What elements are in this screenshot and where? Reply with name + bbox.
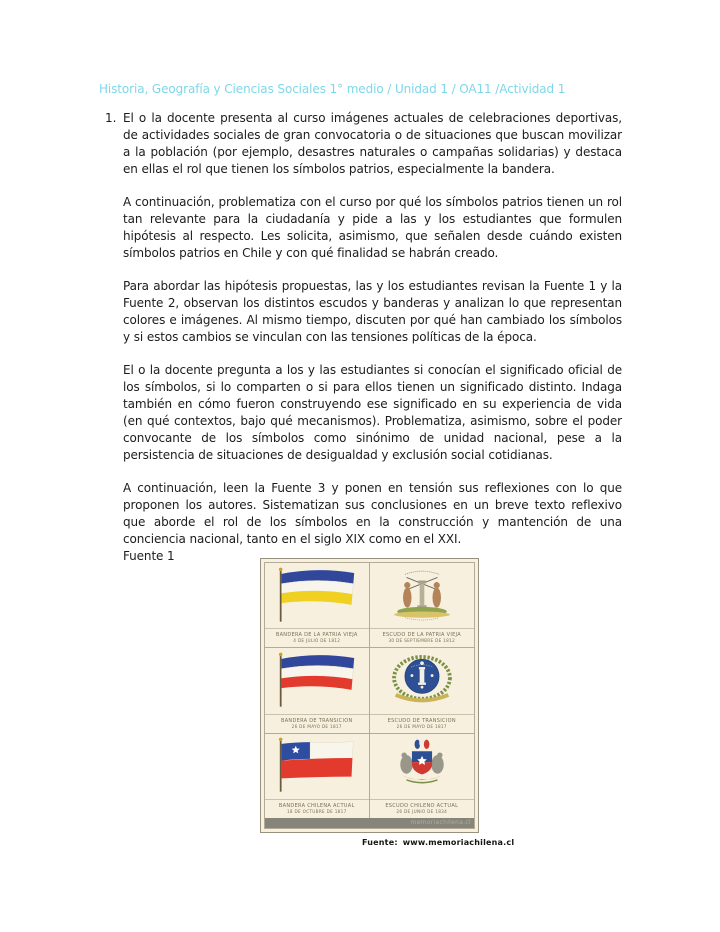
caption-bandera-actual: [265, 799, 369, 818]
escudo-chileno-actual-icon: [374, 735, 470, 797]
list-number: 1.: [105, 111, 117, 125]
caption-line1: ESCUDO CHILENO ACTUAL: [385, 802, 459, 809]
flag-transicion-image: [265, 648, 369, 713]
activity-item: [105, 110, 622, 565]
flag-patria-vieja-icon: [271, 565, 363, 627]
paragraph-4: El o la docente pregunta a los y las estudiantes si conocían el significado oficial de los símbolos, si lo comparten o si para ellos tienen un significado distinto. Indaga también en cómo fueron construyendo ese significado en su experiencia de vida (en qué contextos, bajo qué mecanismos). Problematiza, asimismo, sobre el poder convocante de los símbolos como sinónimo de unidad nacional, pese a la persistencia de situaciones de desigualdad y exclusión social cotidianas.: [123, 363, 622, 462]
caption-escudo-patria-vieja: [370, 628, 475, 647]
paragraph-3: Para abordar las hipótesis propuestas, las y los estudiantes revisan la Fuente 1 y la Fuente 2, observan los distintos escudos y banderas y analizan lo que representan colores e imágenes. Al mismo tiempo, discuten por qué han cambiado los símbolos y si estos cambios se vinculan con las tensiones políticas de la época.: [123, 279, 622, 344]
caption-escudo-actual: [370, 799, 475, 818]
flag-transicion-icon: [271, 650, 363, 712]
caption-line2: 18 DE OCTUBRE DE 1817: [286, 808, 347, 814]
escudo-patria-vieja-icon: [374, 565, 470, 627]
escudo-transicion-icon: [374, 650, 470, 712]
flag-chilena-actual-image: [265, 734, 369, 799]
paragraph-2: A continuación, problematiza con el curso por qué los símbolos patrios tienen un rol tan relevante para la ciudadanía y pide a las y los estudiantes que formulen hipótesis al respecto. Les solicita, asimismo, que señalen desde cuándo existen símbolos patrios en Chile y con qué finalidad se habrán creado.: [123, 195, 622, 260]
page-title: Historia, Geografía y Ciencias Sociales 1° medio / Unidad 1 / OA11 /Actividad 1: [99, 82, 566, 96]
cell-escudo-patria-vieja: [370, 563, 475, 647]
figure-row-3: [265, 734, 474, 818]
figure-source-caption: Fuente: www.memoriachilena.cl: [362, 838, 515, 847]
cell-bandera-patria-vieja: [265, 563, 370, 647]
caption-line2: 26 DE MAYO DE 1817: [396, 723, 447, 729]
caption-bandera-transicion: [265, 714, 369, 733]
caption-line2: 26 DE MAYO DE 1817: [291, 723, 342, 729]
escudo-patria-vieja-image: [370, 563, 475, 628]
figure-frame: [264, 562, 475, 829]
fuente-1-figure: [260, 558, 479, 833]
figure-watermark-bar: [265, 818, 474, 828]
flag-patria-vieja-image: [265, 563, 369, 628]
caption-bandera-patria-vieja: [265, 628, 369, 647]
cell-escudo-actual: [370, 734, 475, 818]
escudo-chileno-actual-image: [370, 734, 475, 799]
caption-escudo-transicion: [370, 714, 475, 733]
caption-line2: 30 DE SEPTIEMBRE DE 1812: [388, 638, 456, 644]
figure-row-1: [265, 563, 474, 648]
cell-bandera-actual: [265, 734, 370, 818]
paragraph-1: El o la docente presenta al curso imágenes actuales de celebraciones deportivas, de actividades sociales de gran convocatoria o de situaciones que buscan movilizar a la población (por ejemplo, desastres naturales o campañas solidarias) y destaca en ellas el rol que tienen los símbolos patrios, especialmente la bandera.: [123, 111, 622, 176]
flag-chilena-actual-icon: [271, 735, 363, 797]
cell-bandera-transicion: [265, 648, 370, 732]
cell-escudo-transicion: [370, 648, 475, 732]
watermark-label: memoriachilena.cl: [410, 819, 471, 827]
figure-row-2: [265, 648, 474, 733]
caption-line1: BANDERA DE LA PATRIA VIEJA: [275, 632, 358, 639]
caption-line1: BANDERA DE TRANSICION: [280, 717, 353, 724]
caption-line1: ESCUDO DE TRANSICION: [387, 717, 456, 724]
caption-line2: 26 DE JUNIO DE 1834: [396, 808, 448, 814]
caption-line2: 4 DE JULIO DE 1812: [293, 638, 341, 644]
activity-text: [123, 110, 622, 565]
caption-line1: ESCUDO DE LA PATRIA VIEJA: [382, 632, 461, 639]
escudo-transicion-image: [370, 648, 475, 713]
paragraph-5: A continuación, leen la Fuente 3 y ponen en tensión sus reflexiones con lo que proponen los autores. Sistematizan sus conclusiones en un breve texto reflexivo que aborde el rol de los símbolos en la construcción y mantención de una conciencia nacional, tanto en el siglo XIX como en el XXI.: [123, 481, 622, 546]
fuente-1-label: Fuente 1: [123, 549, 175, 563]
caption-line1: BANDERA CHILENA ACTUAL: [278, 802, 355, 809]
